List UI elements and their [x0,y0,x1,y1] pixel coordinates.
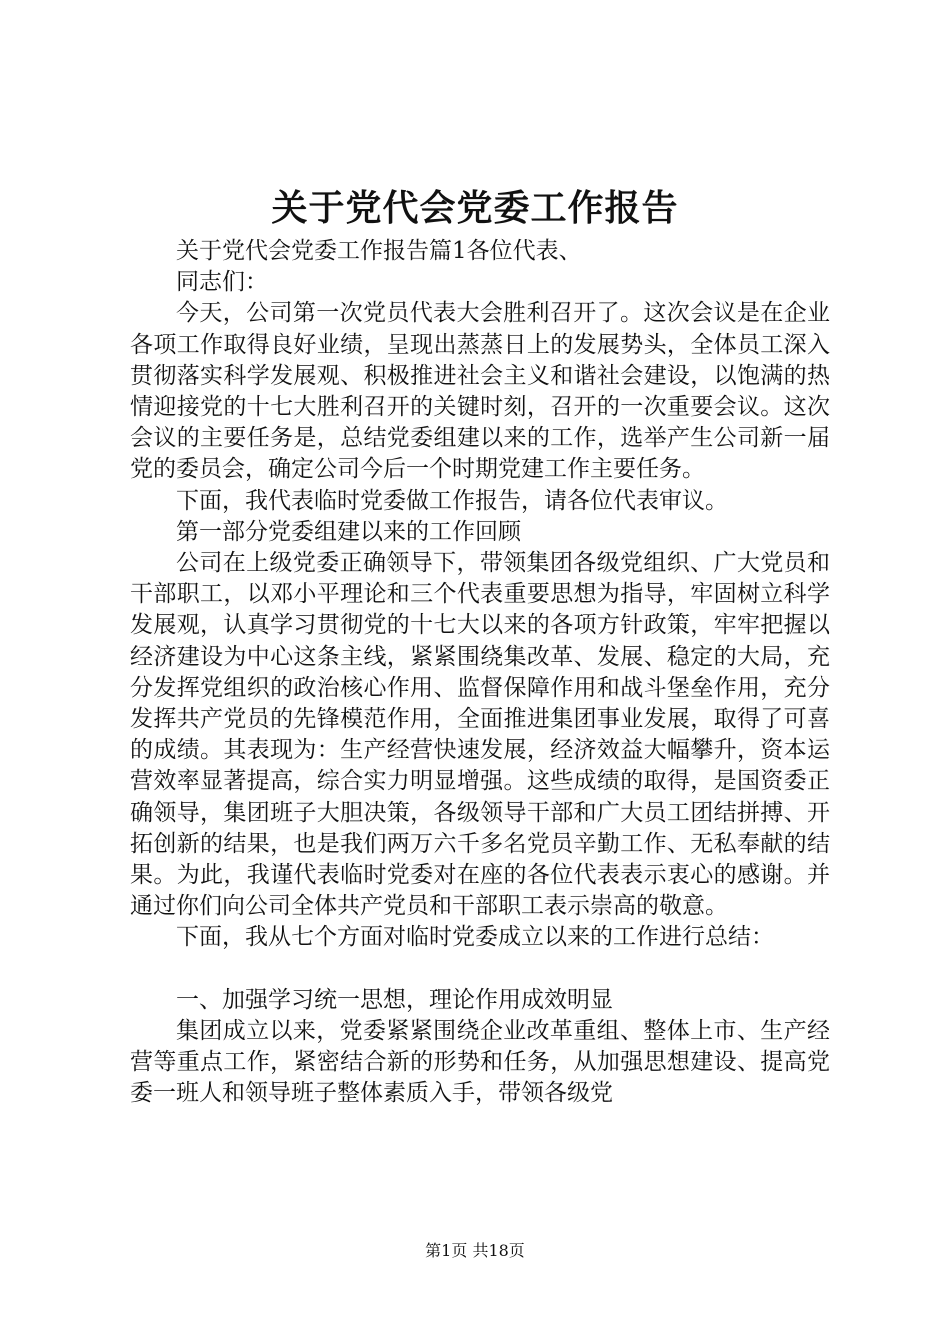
document-title: 关于党代会党委工作报告 [271,187,679,229]
paragraph-section-one-heading: 一、加强学习统一思想，理论作用成效明显 [176,986,613,1013]
document-body [130,236,830,1109]
paragraph-section-one-body: 集团成立以来，党委紧紧围绕企业改革重组、整体上市、生产经营等重点工作，紧密结合新的形势和任务，从加强思想建设、提高党委一班人和领导班子整体素质入手，带领各级党 [130,1017,830,1107]
page-footer: 第1页 共18页 [425,1241,525,1260]
paragraph-salutation: 同志们： [176,269,268,296]
paragraph-part-one-heading: 第一部分党委组建以来的工作回顾 [176,518,521,545]
paragraph-heading-line: 关于党代会党委工作报告篇1各位代表、 [176,238,582,264]
paragraph-opening: 今天，公司第一次党员代表大会胜利召开了。这次会议是在企业各项工作取得良好业绩，呈现出蒸蒸日上的发展势头，全体员工深入贯彻落实科学发展观、积极推进社会主义和谐社会建设，以饱满的热情迎接党的十七大胜利召开的关键时刻，召开的一次重要会议。这次会议的主要任务是，总结党委组建以来的工作，选举产生公司新一届党的委员会，确定公司今后一个时期党建工作主要任务。 [130,300,830,483]
paragraph-report-intro: 下面，我代表临时党委做工作报告，请各位代表审议。 [176,487,728,514]
paragraph-achievements: 公司在上级党委正确领导下，带领集团各级党组织、广大党员和干部职工，以邓小平理论和三个代表重要思想为指导，牢固树立科学发展观，认真学习贯彻党的十七大以来的各项方针政策，牢牢把握以经济建设为中心这条主线，紧紧围绕集改革、发展、稳定的大局，充分发挥党组织的政治核心作用、监督保障作用和战斗堡垒作用，充分发挥共产党员的先锋模范作用，全面推进集团事业发展，取得了可喜的成绩。其表现为：生产经营快速发展，经济效益大幅攀升，资本运营效率显著提高，综合实力明显增强。这些成绩的取得，是国资委正确领导，集团班子大胆决策，各级领导干部和广大员工团结拼搏、开拓创新的结果，也是我们两万六千多名党员辛勤工作、无私奉献的结果。为此，我谨代表临时党委对在座的各位代表表示衷心的感谢。并通过你们向公司全体共产党员和干部职工表示崇高的敬意。 [130,550,830,920]
paragraph-summary-intro: 下面，我从七个方面对临时党委成立以来的工作进行总结： [176,924,774,951]
